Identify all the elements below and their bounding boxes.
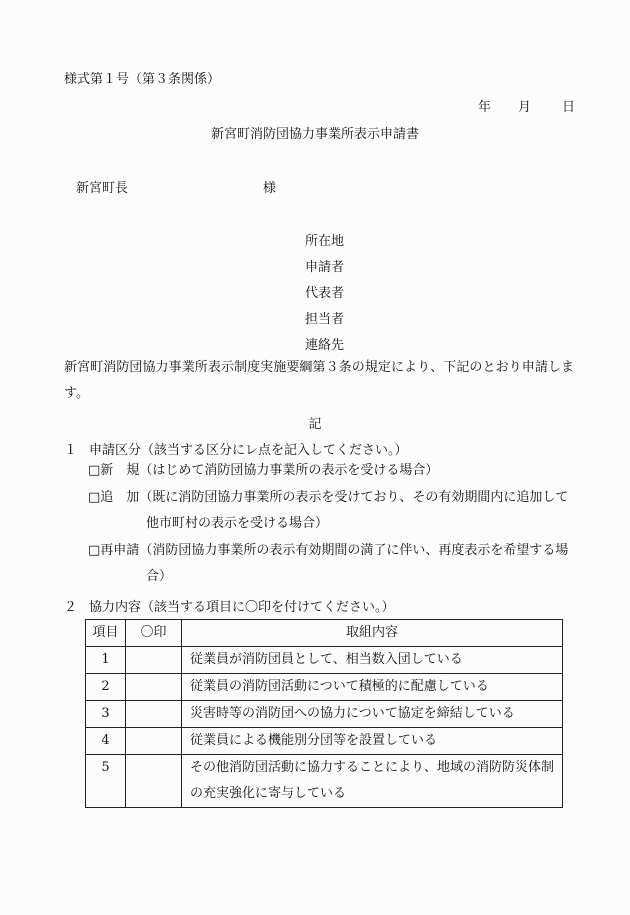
option-reapply[interactable] [88,538,572,590]
mark-cell[interactable] [126,674,182,701]
option-reapply-label: 再申請 [100,543,140,558]
section1-heading: 申請区分（該当する区分にレ点を記入してください。） [89,443,408,458]
row-content: 従業員による機能別分団等を設置している [182,728,563,755]
section2-number: ２ [64,600,78,615]
form-id: 様式第１号（第３条関係） [64,72,221,87]
mark-cell[interactable] [126,755,182,808]
table-header-row [86,620,563,647]
row-number: 2 [86,674,126,701]
date-year-label: 年 [478,100,492,115]
field-person-in-charge: 担当者 [305,312,345,327]
field-applicant: 申請者 [305,260,345,275]
option-additional-label: 追 加 [100,490,140,505]
intro-paragraph: 新宮町消防団協力事業所表示制度実施要綱第３条の規定により、下記のとおり申請します。 [64,360,574,401]
option-additional[interactable] [88,485,572,537]
option-reapply-desc: （消防団協力事業所の表示有効期間の満了に伴い、再度表示を希望する場合） [139,543,569,584]
field-location: 所在地 [305,234,345,249]
header-item: 項目 [86,620,126,647]
date-month-label: 月 [518,100,532,115]
header-content: 取組内容 [182,620,563,647]
table-row [86,674,563,701]
section2-heading: 協力内容（該当する項目に〇印を付けてください。） [89,600,395,615]
table-row [86,701,563,728]
mark-cell[interactable] [126,728,182,755]
document-title: 新宮町消防団協力事業所表示申請書 [210,127,419,142]
option-new-label: 新 規 [100,463,140,478]
row-number: 4 [86,728,126,755]
option-new-desc: （はじめて消防団協力事業所の表示を受ける場合） [139,463,439,478]
field-contact: 連絡先 [305,338,345,353]
option-new[interactable] [88,458,572,484]
addressee-honorific: 様 [263,181,277,196]
row-content: 従業員の消防団活動について積極的に配慮している [182,674,563,701]
row-content: その他消防団活動に協力することにより、地域の消防防災体制の充実強化に寄与している [182,755,563,808]
section1-number: １ [64,443,78,458]
checkbox-new[interactable]: □ [88,463,101,478]
checkbox-reapply[interactable]: □ [88,543,101,558]
mark-cell[interactable] [126,701,182,728]
table-row [86,755,563,808]
ki-heading: 記 [308,417,322,432]
table-row [86,647,563,674]
row-content: 災害時等の消防団への協力について協定を締結している [182,701,563,728]
row-number: 1 [86,647,126,674]
header-mark: 〇印 [126,620,182,647]
mark-cell[interactable] [126,647,182,674]
option-additional-desc: （既に消防団協力事業所の表示を受けており、その有効期間内に追加して他市町村の表示を受ける場合） [139,490,569,531]
row-content: 従業員が消防団員として、相当数入団している [182,647,563,674]
date-day-label: 日 [562,100,576,115]
row-number: 5 [86,755,126,808]
field-representative: 代表者 [305,286,345,301]
checkbox-additional[interactable]: □ [88,490,101,505]
table-row [86,728,563,755]
addressee-name: 新宮町長 [76,181,129,196]
row-number: 3 [86,701,126,728]
cooperation-table [85,619,563,808]
